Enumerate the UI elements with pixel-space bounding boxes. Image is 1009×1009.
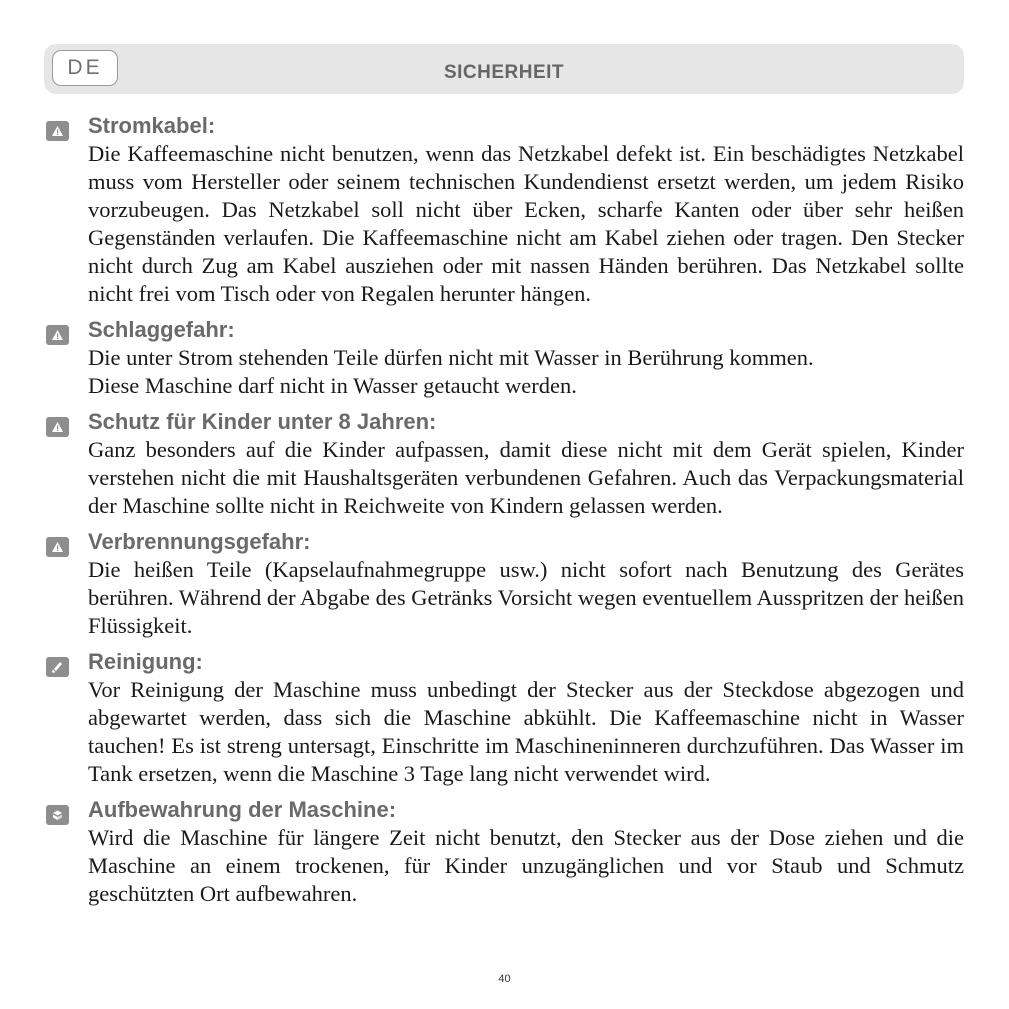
section-title: Stromkabel: xyxy=(88,113,216,138)
section-aufbewahrung xyxy=(44,796,964,908)
language-badge: DE xyxy=(52,50,118,86)
body-line: Diese Maschine darf nicht in Wasser getaucht werden. xyxy=(88,373,577,398)
warning-icon xyxy=(46,325,69,345)
section-body: Wird die Maschine für längere Zeit nicht benutzt, den Stecker aus der Dose ziehen und die Maschine an einem trockenen, für Kinder unzugänglichen und vor Staub und Schmutz geschützten Ort aufbewahren. xyxy=(88,825,964,906)
warning-icon xyxy=(46,417,69,437)
page-number: 40 xyxy=(498,973,511,985)
section-body xyxy=(88,344,964,400)
section-title: Reinigung: xyxy=(88,649,203,674)
section-body: Vor Reinigung der Maschine muss unbedingt der Stecker aus der Steckdose abgezogen und abgewartet werden, dass sich die Maschine abkühlt. Die Kaffeemaschine nicht in Wasser tauchen! Es ist streng untersagt, Einschritte im Maschineninneren durchzuführen. Das Wasser im Tank ersetzen, wenn die Maschine 3 Tage lang nicht verwendet wird. xyxy=(88,677,964,786)
section-body: Die Kaffeemaschine nicht benutzen, wenn das Netzkabel defekt ist. Ein beschädigtes Netzkabel muss vom Hersteller oder seinem technischen Kundendienst ersetzt werden, um jedem Risiko vorzubeugen. Das Netzkabel soll nicht über Ecken, scharfe Kanten oder über sehr heißen Gegenständen verlaufen. Die Kaffeemaschine nicht am Kabel ziehen oder tragen. Den Stecker nicht durch Zug am Kabel ausziehen oder mit nassen Händen berühren. Das Netzkabel sollte nicht frei vom Tisch oder von Regalen herunter hängen. xyxy=(88,141,964,306)
section-title: Verbrennungsgefahr: xyxy=(88,529,311,554)
warning-icon xyxy=(46,121,69,141)
header-bar xyxy=(44,44,964,94)
storage-icon xyxy=(46,805,69,825)
safety-sections xyxy=(44,112,964,916)
section-verbrennungsgefahr xyxy=(44,528,964,640)
body-line: Die unter Strom stehenden Teile dürfen nicht mit Wasser in Berührung kommen. xyxy=(88,345,814,370)
section-title: Schutz für Kinder unter 8 Jahren: xyxy=(88,409,437,434)
section-stromkabel xyxy=(44,112,964,308)
section-schlaggefahr xyxy=(44,316,964,400)
section-title: Aufbewahrung der Maschine: xyxy=(88,797,397,822)
section-title: Schlaggefahr: xyxy=(88,317,235,342)
cleaning-icon xyxy=(46,657,69,677)
warning-icon xyxy=(46,537,69,557)
section-reinigung xyxy=(44,648,964,788)
section-body: Ganz besonders auf die Kinder aufpassen, damit diese nicht mit dem Gerät spielen, Kinder verstehen nicht die mit Haushaltsgeräten verbundenen Gefahren. Auch das Verpackungsmaterial der Maschine sollte nicht in Reichweite von Kindern gelassen werden. xyxy=(88,437,964,518)
section-kinderschutz xyxy=(44,408,964,520)
section-body: Die heißen Teile (Kapselaufnahmegruppe usw.) nicht sofort nach Benutzung des Gerätes berühren. Während der Abgabe des Getränks Vorsicht wegen eventuellem Ausspritzen der heißen Flüssigkeit. xyxy=(88,557,964,638)
page-title: SICHERHEIT xyxy=(443,62,565,83)
